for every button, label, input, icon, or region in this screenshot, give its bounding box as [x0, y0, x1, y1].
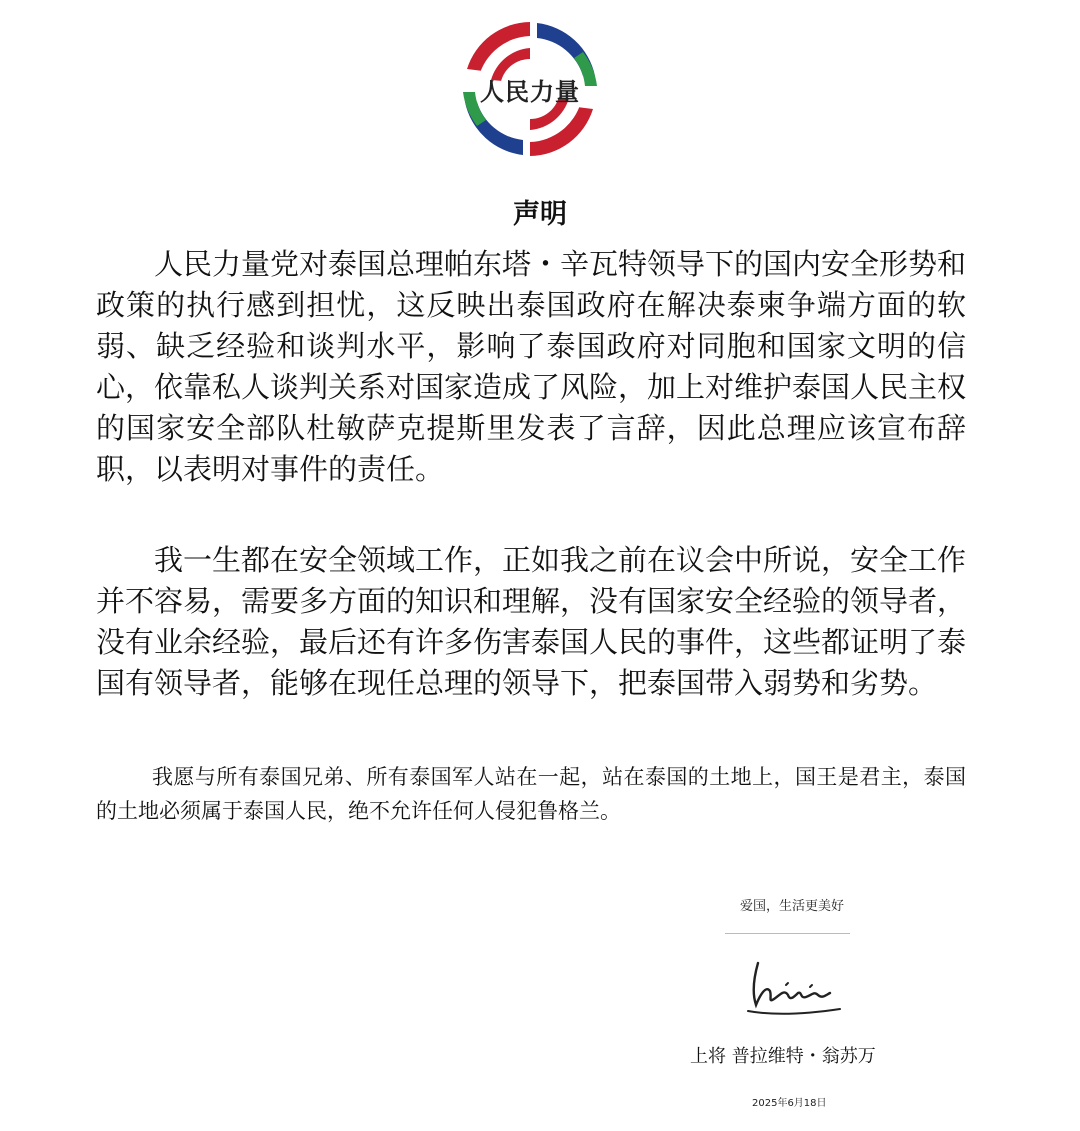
document-title: 声明: [513, 199, 567, 230]
signer-name: 上将 普拉维特・翁苏万: [690, 1046, 876, 1067]
paragraph-2: 我一生都在安全领域工作，正如我之前在议会中所说，安全工作并不容易，需要多方面的知识和理解，没有国家安全经验的领导者，没有业余经验，最后还有许多伤害泰国人民的事件，这些都证明了泰国有领导者，能够在现任总理的领导下，把泰国带入弱势和劣势。: [96, 543, 967, 700]
document-date: 2025年6月18日: [752, 1098, 827, 1109]
handwritten-signature: [740, 955, 850, 1025]
paragraph-1: 人民力量党对泰国总理帕东塔・辛瓦特领导下的国内安全形势和政策的执行感到担忧，这反映出泰国政府在解决泰柬争端方面的软弱、缺乏经验和谈判水平，影响了泰国政府对同胞和国家文明的信心，依靠私人谈判关系对国家造成了风险，加上对维护泰国人民主权的国家安全部队杜敏萨克提斯里发表了言辞，因此总理应该宣布辞职，以表明对事件的责任。: [96, 247, 967, 486]
logo-text: 人民力量: [480, 78, 580, 106]
motto: 爱国，生活更美好: [740, 899, 845, 914]
divider: [725, 933, 850, 934]
paragraph-3: 我愿与所有泰国兄弟、所有泰国军人站在一起，站在泰国的土地上，国王是君主，泰国的土地必须属于泰国人民，绝不允许任何人侵犯鲁格兰。: [96, 765, 966, 823]
party-logo: [455, 14, 605, 164]
